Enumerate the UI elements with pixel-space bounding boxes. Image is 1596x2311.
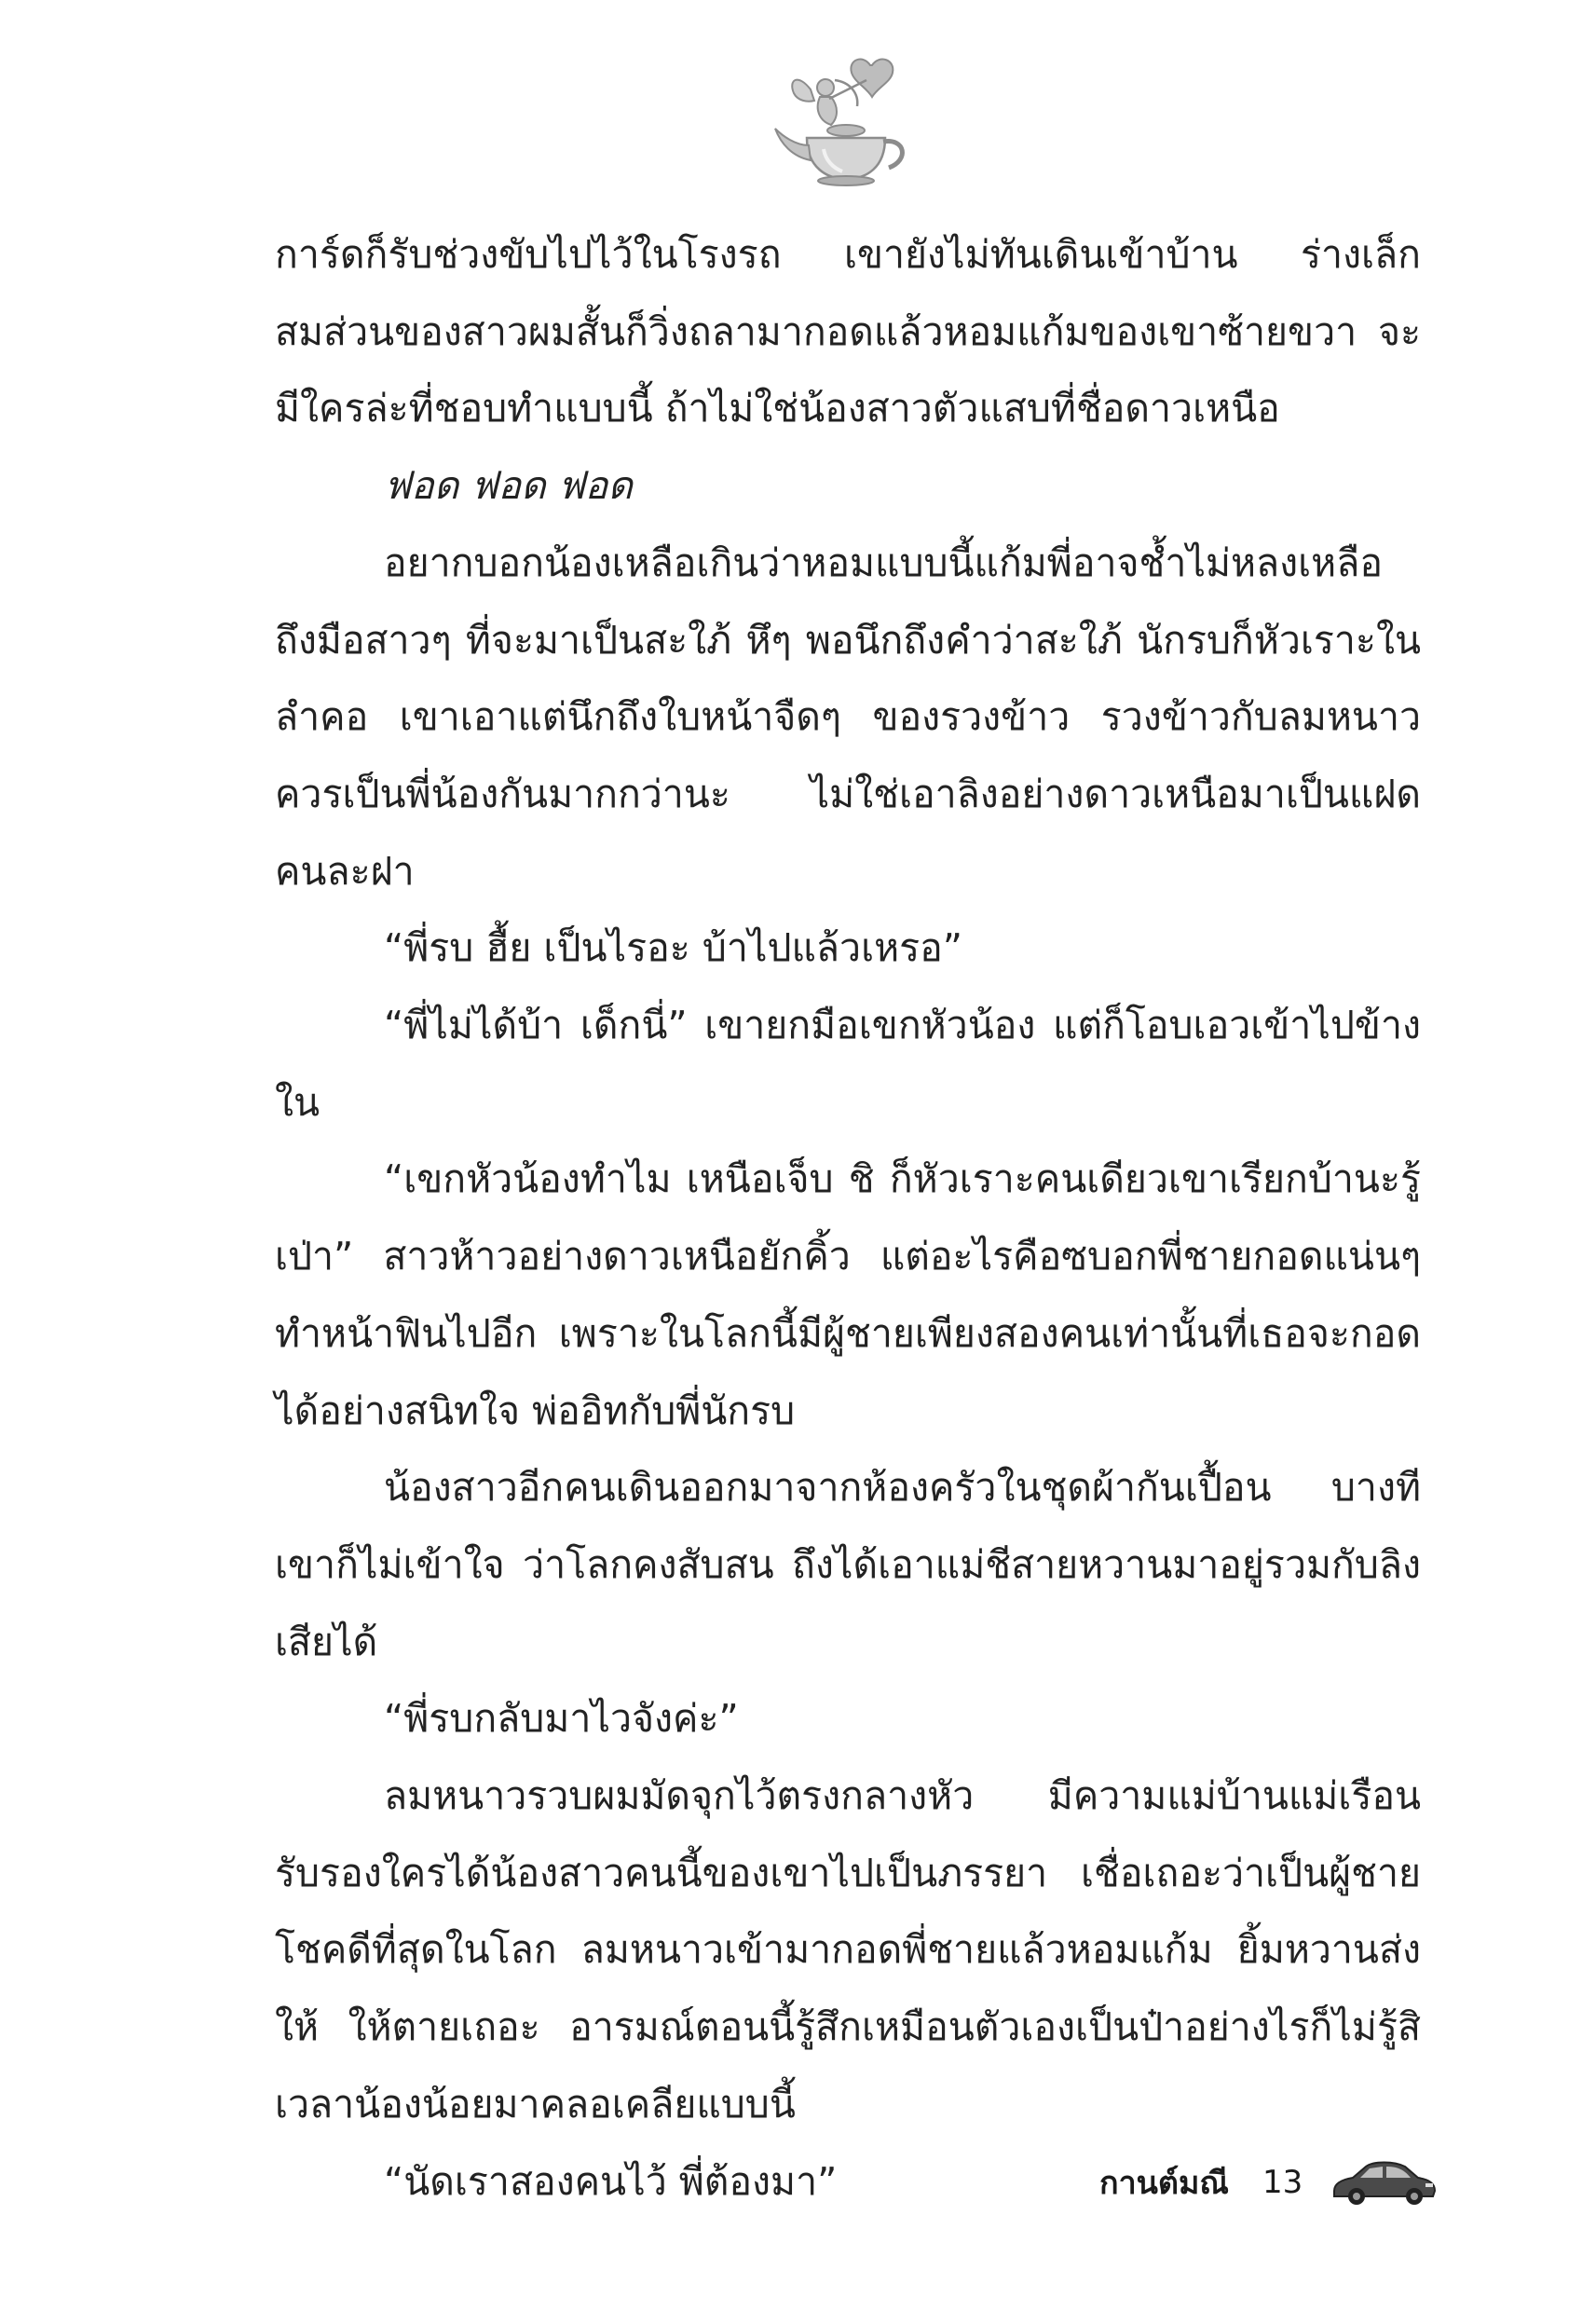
car-icon	[1329, 2155, 1439, 2209]
paragraph-8: “พี่รบกลับมาไวจังค่ะ”	[384, 1696, 739, 1742]
paragraph-6: “เขกหัวน้องทำไม เหนือเจ็บ ชิ ก็หัวเราะคนเดียวเขาเรียกบ้านะรู้เป่า” สาวห้าวอย่างดาวเหนือยักคิ้ว แต่อะไรคือซบอกพี่ชายกอดแน่นๆทำหน้าฟินไปอีก เพราะในโลกนี้มีผู้ชายเพียงสองคนเท่านั้นที่เธอจะกอดได้อย่างสนิทใจ พ่ออิทกับพี่นักรบ	[275, 1156, 1421, 1433]
teapot-with-cupid-icon	[770, 52, 919, 192]
paragraph-10: “นัดเราสองคนไว้ พี่ต้องมา”	[384, 2158, 838, 2204]
paragraph-3: อยากบอกน้องเหลือเกินว่าหอมแบบนี้แก้มพี่อาจช้ำไม่หลงเหลือถึงมือสาวๆ ที่จะมาเป็นสะใภ้ หึๆ พอนึกถึงคำว่าสะใภ้ นักรบก็หัวเราะในลำคอ เขาเอาแต่นึกถึงใบหน้าจืดๆ ของรวงข้าว รวงข้าวกับลมหนาวควรเป็นพี่น้องกันมากกว่านะ ไม่ใช่เอาลิงอย่างดาวเหนือมาเป็นแฝดคนละฝา	[275, 540, 1421, 894]
paragraph-9: ลมหนาวรวบผมมัดจุกไว้ตรงกลางหัว มีความแม่บ้านแม่เรือนรับรองใครได้น้องสาวคนนี้ของเขาไปเป็นภรรยา เชื่อเถอะว่าเป็นผู้ชายโชคดีที่สุดในโลก ลมหนาวเข้ามากอดพี่ชายแล้วหอมแก้ม ยิ้มหวานส่งให้ ให้ตายเถอะ อารมณ์ตอนนี้รู้สึกเหมือนตัวเองเป็นป๋าอย่างไรก็ไม่รู้สิ เวลาน้องน้อยมาคลอเคลียแบบนี้	[275, 1773, 1421, 2126]
paragraph-1: การ์ดก็รับช่วงขับไปไว้ในโรงรถ เขายังไม่ทันเดินเข้าบ้าน ร่างเล็กสมส่วนของสาวผมสั้นก็วิ่งถลามากอดแล้วหอมแก้มของเขาซ้ายขวา จะมีใครล่ะที่ชอบทำแบบนี้ ถ้าไม่ใช่น้องสาวตัวแสบที่ชื่อดาวเหนือ	[275, 232, 1421, 431]
body-text	[275, 216, 1421, 2220]
book-title: กานต์มณี	[1099, 2165, 1229, 2202]
paragraph-7: น้องสาวอีกคนเดินออกมาจากห้องครัวในชุดผ้ากันเปื้อน บางทีเขาก็ไม่เข้าใจ ว่าโลกคงสับสน ถึงได้เอาแม่ชีสายหวานมาอยู่รวมกับลิงเสียได้	[275, 1465, 1421, 1664]
paragraph-4: “พี่รบ ฮื้ย เป็นไรอะ บ้าไปแล้วเหรอ”	[384, 925, 963, 971]
paragraph-5: “พี่ไม่ได้บ้า เด็กนี่” เขายกมือเขกหัวน้อง แต่ก็โอบเอวเข้าไปข้างใน	[275, 1003, 1421, 1125]
page-footer	[1099, 2154, 1439, 2210]
paragraph-2: ฟอด ฟอด ฟอด	[384, 463, 633, 509]
page-number: 13	[1262, 2164, 1303, 2201]
